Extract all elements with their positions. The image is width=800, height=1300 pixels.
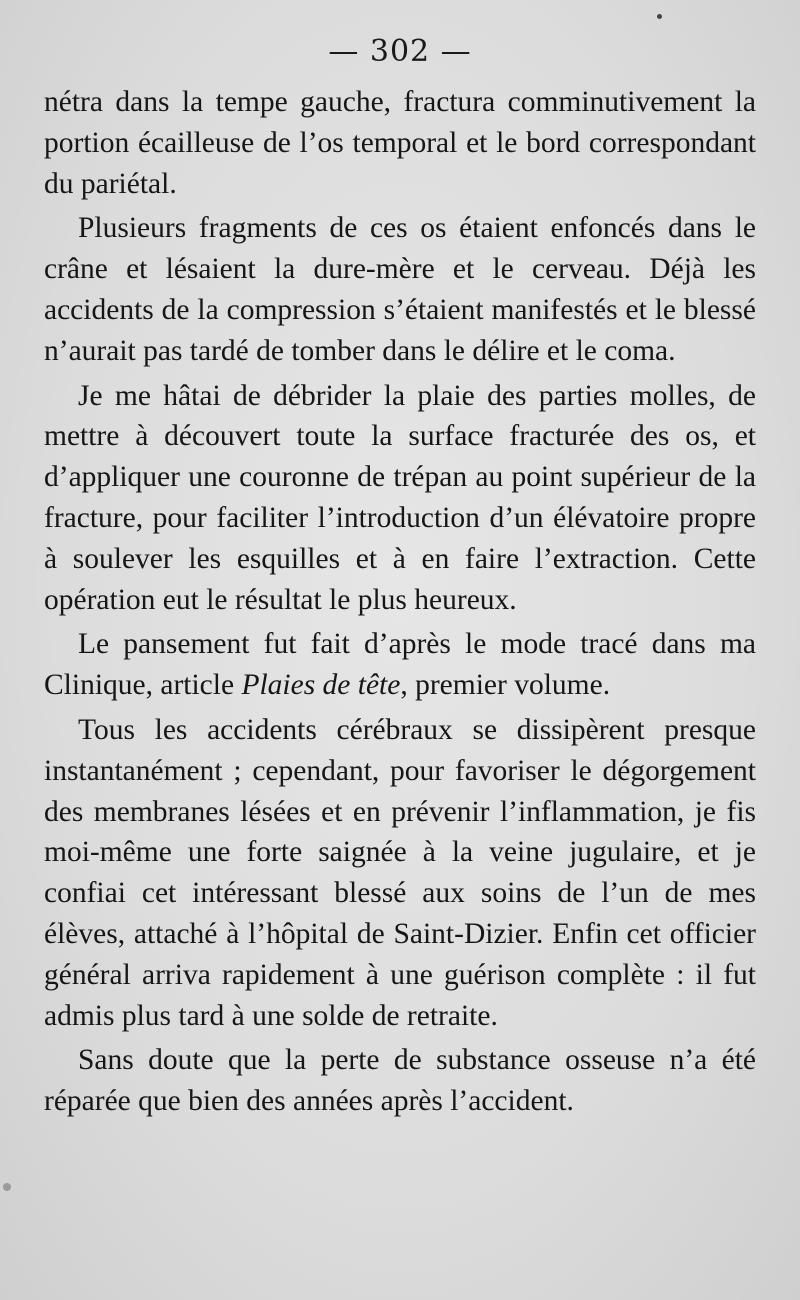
paragraph-1: nétra dans la tempe gauche, fractura comminutivement la portion écailleuse de l’os temporal et le bord correspondant du pariétal. xyxy=(44,86,756,200)
italic-title: Plaies de tête xyxy=(241,669,401,702)
paragraph-6: Sans doute que la perte de substance osseuse n’a été réparée que bien des années après l’accident. xyxy=(44,1044,756,1118)
paragraph-3: Je me hâtai de débrider la plaie des parties molles, de mettre à découvert toute la surface fracturée des os, et d’appliquer une couronne de trépan au point supérieur de la fracture, pour faciliter l’introduction d’un élévatoire propre à soulever les esquilles et à en faire l’extraction. Cette opération eut le résultat le plus heureux. xyxy=(44,379,756,616)
paper-blemish xyxy=(3,1183,11,1191)
paragraph-4 xyxy=(44,624,756,706)
paragraph-5: Tous les accidents cérébraux se dissipèrent presque instantanément ; cependant, pour favoriser le dégorgement des membranes lésées et en prévenir l’inflammation, je fis moi-même une forte saignée à la veine jugulaire, et je confiai cet intéressant blessé aux soins de l’un de mes élèves, attaché à l’hôpital de Saint-Dizier. Enfin cet officier général arriva rapidement à une guérison complète : il fut admis plus tard à une solde de retraite. xyxy=(44,713,756,1032)
paragraph-4-after: , premier volume. xyxy=(400,669,611,702)
paragraph-4-before: Le pansement fut fait d’après le mode tracé dans ma Clinique, article xyxy=(44,628,756,702)
paragraph-2: Plusieurs fragments de ces os étaient enfoncés dans le crâne et lésaient la dure-mère et le cerveau. Déjà les accidents de la compression s’étaient manifestés et le blessé n’aurait pas tardé de tomber dans le délire et le coma. xyxy=(44,212,756,367)
body-text xyxy=(44,82,756,1122)
ink-speck xyxy=(657,14,662,19)
page-number: — 302 — xyxy=(328,34,472,69)
